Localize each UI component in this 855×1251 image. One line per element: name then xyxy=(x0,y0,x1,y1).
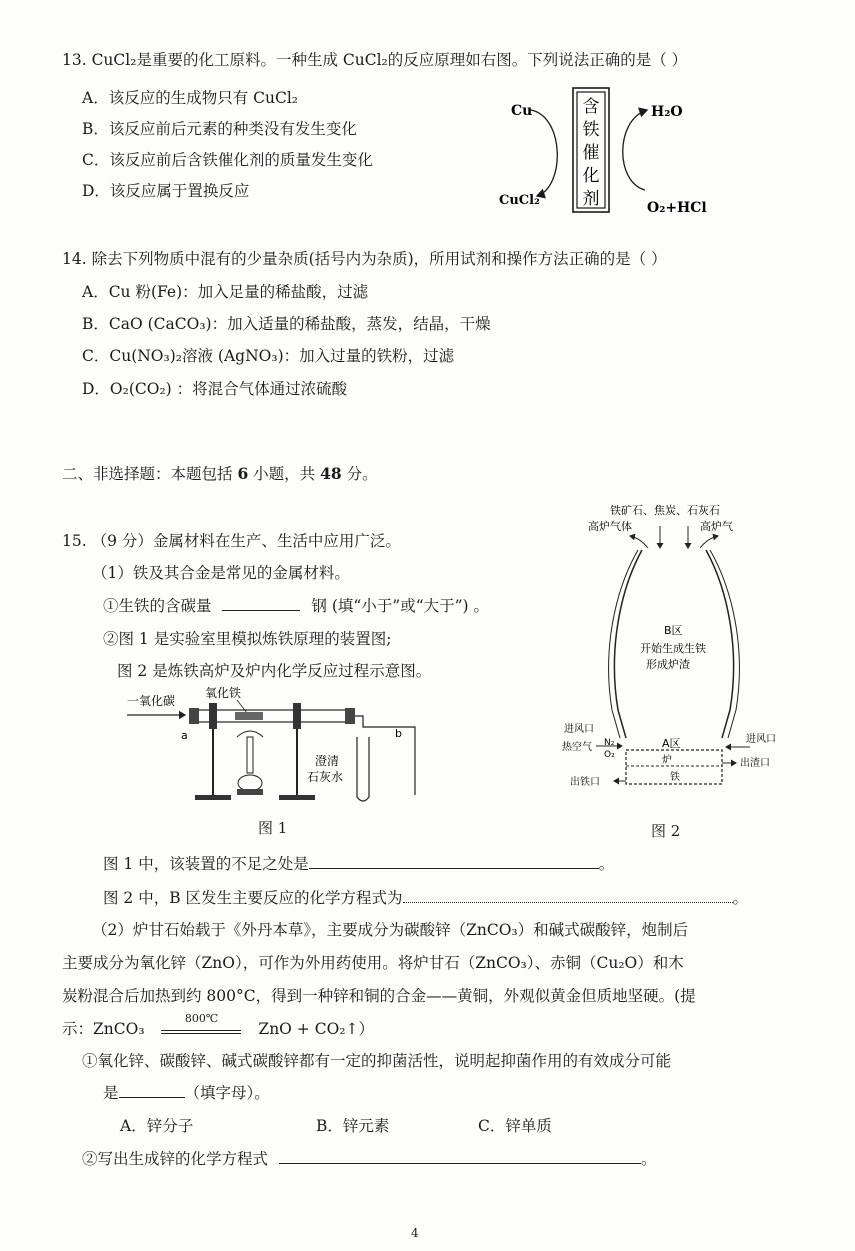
figure-1-caption: 图 1 xyxy=(258,819,288,837)
fig2-slag: 炉 xyxy=(662,755,672,766)
q14-option-d: D．O₂(CO₂) ：将混合气体通过浓硫酸 xyxy=(82,380,348,398)
q15-stem: 15. （9 分）金属材料在生产、生活中应用广泛。 xyxy=(62,532,401,550)
fig2-hot-air: 热空气 xyxy=(562,742,592,753)
fig2-slag-out: 出渣口 xyxy=(740,758,770,769)
q15-item3: 图 2 是炼铁高炉及炉内化学反应过程示意图。 xyxy=(117,662,432,680)
fig2-zone-b-desc2: 形成炉渣 xyxy=(646,658,690,671)
q15-fig1-blank[interactable] xyxy=(309,868,599,869)
figure-1-apparatus xyxy=(125,685,430,810)
q15-hint-arrow xyxy=(161,1012,241,1034)
q13-option-d: D．该反应属于置换反应 xyxy=(82,182,250,200)
fig2-iron: 铁 xyxy=(670,772,680,783)
q15-sub1-text-b: （填字母）。 xyxy=(184,1084,270,1102)
fig1-label-co: 一氧化碳 xyxy=(127,694,176,708)
catalyst-char-3: 催 xyxy=(582,143,600,163)
q15-fig2-blank[interactable] xyxy=(403,902,733,903)
q15-item1-text-a: ①生铁的含碳量 xyxy=(103,597,212,615)
q14-option-b: B．CaO (CaCO₃)：加入适量的稀盐酸，蒸发，结晶，干燥 xyxy=(82,315,491,333)
catalyst-char-5: 剂 xyxy=(582,189,600,209)
fig2-n2: N₂ xyxy=(604,738,615,748)
fig1-label-a: a xyxy=(181,729,188,742)
q14-option-c: C．Cu(NO₃)₂溶液 (AgNO₃)：加入过量的铁粉，过滤 xyxy=(82,347,455,365)
catalyst-char-4: 化 xyxy=(582,166,600,186)
fig2-left-gas: 高炉气体 xyxy=(588,520,632,533)
q15-fig1-question xyxy=(103,852,614,874)
figure-2-blast-furnace xyxy=(560,500,815,800)
q15-sub1-option-a: A．锌分子 xyxy=(120,1117,194,1135)
section2-heading xyxy=(62,462,378,484)
fig1-limewater-1: 澄清 xyxy=(315,754,340,768)
fig2-top-label: 铁矿石、焦炭、石灰石 xyxy=(610,504,720,517)
fig2-inlet-right: 进风口 xyxy=(746,734,776,745)
fig2-o2: O₂ xyxy=(604,750,615,760)
fig2-iron-out: 出铁口 xyxy=(570,777,600,788)
q15-fig1-end: 。 xyxy=(598,855,615,873)
section2-score: 48 xyxy=(320,464,342,483)
q15-sub1-line1: ①氧化锌、碳酸锌、碱式碳酸锌都有一定的抑菌活性，说明起抑菌作用的有效成分可能 xyxy=(82,1052,672,1070)
q15-hint-suffix: ZnO + CO₂↑） xyxy=(258,1020,374,1038)
catalyst-char-1: 含 xyxy=(582,97,600,117)
q15-part2-line3: 炭粉混合后加热到约 800°C，得到一种锌和铜的合金——黄铜，外观似黄金但质地坚硬。(提 xyxy=(62,987,696,1005)
q15-sub2-blank[interactable] xyxy=(279,1163,641,1164)
q13-stem: 13. CuCl₂是重要的化工原料。一种生成 CuCl₂的反应原理如右图。下列说法正确的是（ ） xyxy=(62,51,688,69)
q13-option-c: C．该反应前后含铁催化剂的质量发生变化 xyxy=(82,151,373,169)
section2-prefix: 二、非选择题：本题包括 xyxy=(62,465,238,483)
fig2-zone-b-desc1: 开始生成生铁 xyxy=(640,642,706,655)
q15-sub1-option-c: C．锌单质 xyxy=(478,1117,552,1135)
label-h2o: H₂O xyxy=(651,104,683,120)
q14-stem: 14. 除去下列物质中混有的少量杂质(括号内为杂质)，所用试剂和操作方法正确的是（ ） xyxy=(62,250,667,268)
q15-item1 xyxy=(103,594,489,616)
q15-fig2-end: 。 xyxy=(732,889,749,907)
q15-sub1-blank[interactable] xyxy=(119,1097,185,1098)
q15-part2-line1: （2）炉甘石始载于《外丹本草》，主要成分为碳酸锌（ZnCO₃）和碱式碳酸锌，炮制后 xyxy=(92,921,689,939)
q15-sub2 xyxy=(82,1147,656,1169)
section2-suffix: 分。 xyxy=(341,465,378,483)
q13-catalyst-diagram xyxy=(495,82,725,222)
figure-2-caption: 图 2 xyxy=(651,822,681,840)
q15-part2-line2: 主要成分为氧化锌（ZnO），可作为外用药使用。将炉甘石（ZnCO₃）、赤铜（Cu₂O）和木 xyxy=(62,954,684,972)
page-number: 4 xyxy=(411,1226,419,1240)
q15-sub1-text-a: 是 xyxy=(103,1084,119,1102)
q13-option-a: A．该反应的生成物只有 CuCl₂ xyxy=(82,89,298,107)
q13-option-b: B．该反应前后元素的种类没有发生变化 xyxy=(82,120,357,138)
fig1-limewater-2: 石灰水 xyxy=(307,770,344,784)
label-cucl2: CuCl₂ xyxy=(499,193,540,208)
q15-fig1-question-text: 图 1 中，该装置的不足之处是 xyxy=(103,855,309,873)
q15-hint-prefix: 示：ZnCO₃ xyxy=(62,1020,145,1038)
q15-sub1-option-b: B．锌元素 xyxy=(316,1117,390,1135)
q14-option-a: A．Cu 粉(Fe)：加入足量的稀盐酸，过滤 xyxy=(82,283,369,301)
catalyst-char-2: 铁 xyxy=(582,120,600,140)
label-cu: Cu xyxy=(511,103,533,119)
q15-part1-title: （1）铁及其合金是常见的金属材料。 xyxy=(92,564,350,582)
label-o2-hcl: O₂+HCl xyxy=(647,200,707,216)
section2-middle: 小题，共 xyxy=(248,465,321,483)
q15-sub2-text: ②写出生成锌的化学方程式 xyxy=(82,1150,269,1168)
fig2-zone-b: B区 xyxy=(664,624,683,637)
q15-hint-condition: 800℃ xyxy=(184,1012,219,1025)
q15-item1-blank[interactable] xyxy=(222,610,300,611)
q15-item2: ②图 1 是实验室里模拟炼铁原理的装置图; xyxy=(103,630,392,648)
fig2-inlet-left: 进风口 xyxy=(564,724,594,735)
fig1-label-b: b xyxy=(395,727,402,740)
q15-fig2-question-text: 图 2 中，B 区发生主要反应的化学方程式为 xyxy=(103,889,403,907)
fig2-right-gas: 高炉气 xyxy=(700,520,733,533)
section2-count: 6 xyxy=(237,464,249,483)
q15-item1-text-b: 钢 (填“小于”或“大于”) 。 xyxy=(311,597,490,615)
fig2-zone-a: A区 xyxy=(662,737,681,750)
q15-hint xyxy=(62,1012,374,1039)
q15-sub1-line2 xyxy=(103,1081,270,1103)
fig1-label-fe2o3: 氧化铁 xyxy=(205,686,242,700)
q15-sub2-end: 。 xyxy=(640,1150,657,1168)
q15-fig2-question xyxy=(103,886,748,908)
